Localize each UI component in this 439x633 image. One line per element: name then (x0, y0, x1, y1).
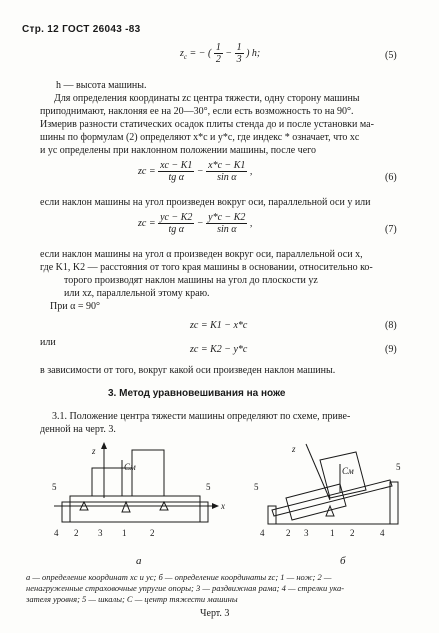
equation-number-6: (6) (385, 172, 397, 183)
or-text: или (40, 337, 56, 348)
svg-text:2: 2 (150, 528, 155, 538)
svg-text:2: 2 (286, 528, 291, 538)
paragraph-3-1: 3.1. Положение центра тяжести машины определяют по схеме, приве- денной на черт. 3. (40, 411, 351, 435)
svg-text:3: 3 (304, 528, 309, 538)
figure-b (254, 444, 401, 567)
section-title: 3. Метод уравновешивания на ноже (108, 388, 286, 399)
svg-text:5: 5 (254, 482, 259, 492)
svg-text:4: 4 (260, 528, 265, 538)
figure-a (52, 442, 225, 567)
svg-text:Cм: Cм (342, 466, 354, 476)
z-label: z (92, 446, 96, 456)
figure-title: Черт. 3 (200, 608, 230, 619)
svg-text:1: 1 (330, 528, 335, 538)
svg-text:5: 5 (206, 482, 211, 492)
page-header: Стр. 12 ГОСТ 26043 -83 (22, 24, 141, 35)
after-eq-7: если наклон машины на угол α произведен вокруг оси, параллельной оси x, где K1, K2 — расстояния от того края машины в основании, относительно ко- торого производят наклон машины на угол до плоскости yz или xz, параллельной этому краю. При α = 90° (40, 249, 373, 312)
scale-right-a (200, 502, 208, 522)
machine-a-body (92, 468, 132, 496)
svg-text:2: 2 (350, 528, 355, 538)
figure-3 (40, 440, 410, 568)
paragraph-1: Для определения координаты zc центра тяжести, одну сторону машины приподнимают, наклоняя ее на 20—30°, если есть возможность то на 90°. Измерив разности статических осадок плиты стенда до и после установки ма- шины по формулам (2) определяют x*c и y*c, где индекс * означает, что xc и yc определены при наклонном положении машины, после чего (40, 93, 374, 156)
machine-a-tower (132, 450, 164, 496)
after-eq-6: если наклон машины на угол произведен вокруг оси, параллельной оси y или (40, 197, 371, 208)
svg-text:2: 2 (74, 528, 79, 538)
figure-caption: а — определение координат xc и yc; б — определение координаты zc; 1 — нож; 2 — ненагруженные страховочные упругие опоры; 3 — раздвижная рама; 4 — стрелки ука- зателя уровня; 5 — шкалы; C — центр тяжести машины (26, 572, 345, 604)
svg-text:5: 5 (52, 482, 57, 492)
scale-left-a (62, 502, 70, 522)
equation-8: zc = K1 − x*c (190, 320, 248, 331)
cm-label: Cм (124, 462, 136, 472)
after-eq-9: в зависимости от того, вокруг какой оси произведен наклон машины. (40, 365, 336, 376)
svg-text:4: 4 (380, 528, 385, 538)
equation-6: zc = $\frac{xc - K1}{\text{tg α}}$ − $\frac{x*c - K1}{\text{sin α}}$ , (138, 160, 253, 183)
equation-5: $z_c$ = − ( $\frac{1}{2}$ − $\frac{1}{3}$ ) h; (180, 42, 261, 65)
svg-text:4: 4 (54, 528, 59, 538)
equation-7: zc = $\frac{yc - K2}{\text{tg α}}$ − $\frac{y*c - K2}{\text{sin α}}$ , (138, 212, 253, 235)
equation-number-9: (9) (385, 344, 397, 355)
h-definition: h — высота машины. (56, 80, 147, 91)
figure-b-label: б (340, 555, 346, 567)
svg-text:1: 1 (122, 528, 127, 538)
svg-text:5: 5 (396, 462, 401, 472)
platform-a (70, 496, 200, 502)
svg-text:3: 3 (98, 528, 103, 538)
svg-text:z: z (292, 444, 296, 454)
machine-b-body (286, 484, 346, 520)
equation-number-5: (5) (385, 50, 397, 61)
equation-number-8: (8) (385, 320, 397, 331)
equation-number-7: (7) (385, 224, 397, 235)
equation-9: zc = K2 − y*c (190, 344, 248, 355)
x-label: x (221, 501, 225, 511)
figure-a-label: а (136, 555, 142, 567)
knife-a (122, 502, 130, 512)
